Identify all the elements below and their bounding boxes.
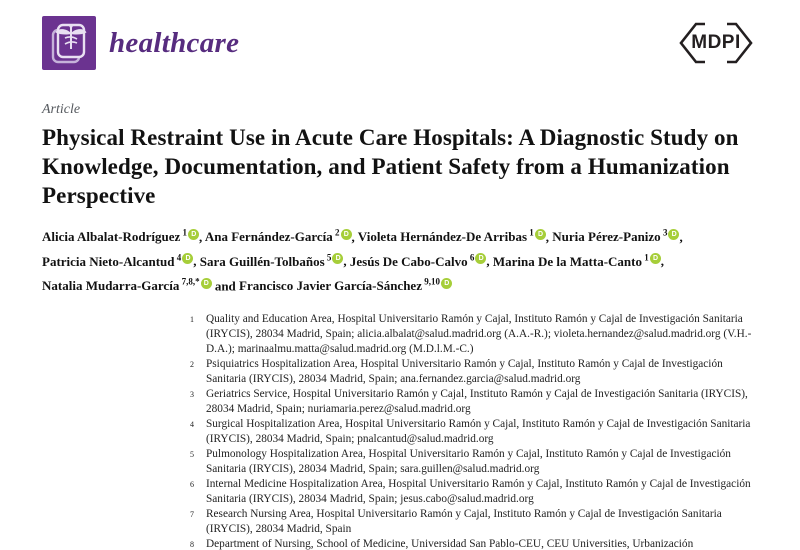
affiliation-item — [187, 417, 758, 447]
author — [239, 278, 452, 293]
mdpi-logo-text: MDPI — [691, 32, 741, 53]
affiliation-number: 4 — [190, 419, 194, 429]
affiliation-item — [187, 312, 758, 357]
affiliation-number: 5 — [190, 449, 194, 459]
affiliation-text: Quality and Education Area, Hospital Universitario Ramón y Cajal, Instituto Ramón y Cajal de Investigación Sanitaria (IRYCIS), 28034 Madrid, Spain; alicia.albalat@salud.madrid.org (A.A.-R.); violeta.hernandez@salud.madrid.org (V.H.-D.A.); marinaalmu.matta@salud.madrid.org (M.D.l.M.-C.) — [206, 312, 752, 355]
affiliation-text: Psiquiatrics Hospitalization Area, Hospital Universitario Ramón y Cajal, Instituto Ramón y Cajal de Investigación Sanitaria (IRYCIS), 28034 Madrid, Spain; ana.fernandez.garcia@salud.madrid.org — [206, 357, 723, 385]
affiliation-list — [187, 312, 758, 550]
mdpi-logo[interactable] — [674, 20, 758, 66]
author-name: Marina De la Matta-Canto — [492, 253, 642, 269]
affiliation-number: 8 — [190, 539, 194, 549]
journal-name: healthcare — [109, 26, 240, 59]
affiliation-number: 3 — [190, 389, 194, 399]
author — [200, 254, 344, 269]
affiliation-number: 2 — [190, 359, 194, 369]
author — [350, 254, 486, 269]
author-affiliation-sup: 1 — [641, 252, 649, 263]
author — [205, 229, 352, 244]
article-type-label: Article — [42, 102, 81, 117]
orcid-icon[interactable]: D — [332, 253, 343, 264]
affiliation-item — [187, 537, 758, 550]
author — [42, 254, 193, 269]
affiliation-number: 7 — [190, 509, 194, 519]
affiliation-text: Pulmonology Hospitalization Area, Hospital Universitario Ramón y Cajal, Instituto Ramón y Cajal de Investigación Sanitaria (IRYCIS), 28034 Madrid, Spain; sara.guillen@salud.madrid.org — [206, 447, 731, 475]
author-affiliation-sup: 9,10 — [421, 276, 440, 287]
author-name: Sara Guillén-Tolbaños — [199, 253, 325, 269]
author-name: Ana Fernández-García — [204, 229, 333, 245]
affiliation-item — [187, 387, 758, 417]
journal-brand[interactable] — [42, 16, 239, 70]
affiliation-number: 6 — [190, 479, 194, 489]
author-name: Patricia Nieto-Alcantud — [42, 253, 175, 269]
orcid-icon[interactable]: D — [201, 278, 212, 289]
orcid-icon[interactable]: D — [341, 229, 352, 240]
author — [42, 229, 199, 244]
author-name: Francisco Javier García-Sánchez — [239, 277, 422, 293]
healthcare-logo-icon — [42, 16, 96, 70]
article-title: Physical Restraint Use in Acute Care Hospitals: A Diagnostic Study on Knowledge, Documentation, and Patient Safety from a Humanization Perspective — [42, 125, 739, 208]
author — [552, 229, 679, 244]
orcid-icon[interactable]: D — [441, 278, 452, 289]
affiliation-item — [187, 507, 758, 537]
orcid-icon[interactable]: D — [182, 253, 193, 264]
orcid-icon[interactable]: D — [188, 229, 199, 240]
author-affiliation-sup: 4 — [174, 252, 182, 263]
author — [358, 229, 546, 244]
author-affiliation-sup: 5 — [324, 252, 332, 263]
affiliation-text: Internal Medicine Hospitalization Area, Hospital Universitario Ramón y Cajal, Instituto Ramón y Cajal de Investigación Sanitaria (IRYCIS), 28034 Madrid, Spain; jesus.cabo@salud.madrid.org — [206, 477, 751, 505]
affiliation-item — [187, 477, 758, 507]
article-front-matter — [42, 102, 758, 550]
author-name: Nuria Pérez-Panizo — [552, 229, 661, 245]
journal-header — [42, 14, 758, 72]
author-name: Alicia Albalat-Rodríguez — [42, 229, 181, 245]
affiliation-text: Department of Nursing, School of Medicine, Universidad San Pablo-CEU, CEU Universities, Urbanización — [206, 537, 694, 550]
author-affiliation-sup: 3 — [660, 228, 668, 238]
orcid-icon[interactable]: D — [475, 253, 486, 264]
affiliation-item — [187, 357, 758, 387]
affiliation-text: Surgical Hospitalization Area, Hospital Universitario Ramón y Cajal, Instituto Ramón y Cajal de Investigación Sanitaria (IRYCIS), 28034 Madrid, Spain; pnalcantud@salud.madrid.org — [206, 417, 751, 445]
orcid-icon[interactable]: D — [535, 229, 546, 240]
author-affiliation-sup: 2 — [332, 228, 340, 238]
affiliation-text: Geriatrics Service, Hospital Universitario Ramón y Cajal, Instituto Ramón y Cajal de Investigación Sanitaria (IRYCIS), 28034 Madrid, Spain; nuriamaria.perez@salud.madrid.org — [206, 387, 748, 415]
author-name: Violeta Hernández-De Arribas — [357, 229, 528, 245]
orcid-icon[interactable]: D — [668, 229, 679, 240]
author-affiliation-sup: 1 — [527, 228, 534, 238]
author-name: Natalia Mudarra-García — [42, 277, 180, 293]
affiliation-text: Research Nursing Area, Hospital Universitario Ramón y Cajal, Instituto Ramón y Cajal de Investigación Sanitaria (IRYCIS), 28034 Madrid, Spain — [206, 507, 722, 535]
affiliation-number: 1 — [190, 314, 194, 324]
author-affiliation-sup: 6 — [467, 252, 475, 263]
author — [493, 254, 661, 269]
author — [42, 278, 212, 293]
orcid-icon[interactable]: D — [650, 253, 661, 264]
affiliation-item — [187, 447, 758, 477]
author-list: Alicia Albalat-Rodríguez $^1$ D , Ana Fernández-García $^2$ D , Violeta Hernández-De Arribas $^1$ D , Nuria Pérez-Panizo $^3$ D , Patricia Nieto-Alcantud $^4$ D , Sara Guillén-Tolbaños $^5$ D , Jesús De Cabo-Calvo $^6$ D , Marina De la Matta-Canto $^1$ D , Natalia Mudarra-García $^{7,8,*}$ D and Francisco Javier García-Sánchez $^{9,10}$ D — [42, 228, 683, 293]
author-affiliation-sup: 1 — [180, 228, 188, 238]
author-name: Jesús De Cabo-Calvo — [349, 253, 468, 269]
author-affiliation-sup: 7,8,* — [179, 276, 200, 287]
